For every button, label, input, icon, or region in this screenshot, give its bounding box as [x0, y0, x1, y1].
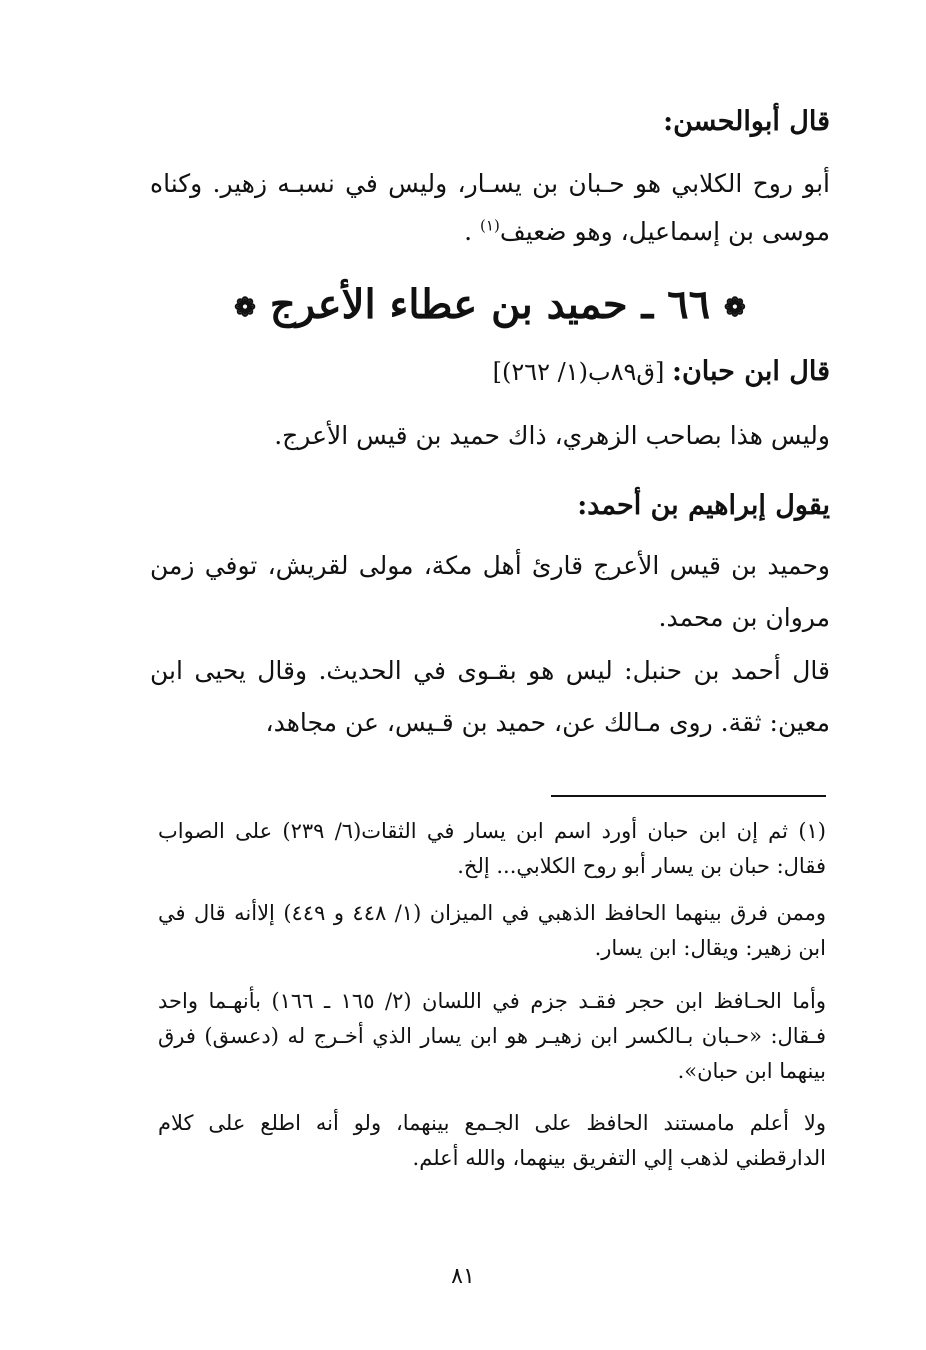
footnote-marker[interactable]: (١) — [480, 216, 500, 235]
paragraph-abu-rawh — [150, 160, 830, 256]
paragraph-ibn-hibban: وليس هذا بصاحب الزهري، ذاك حميد بن قيس الأعرج. — [274, 421, 830, 450]
footnote-1-para-4: ولا أعلم مامستند الحافظ على الجـمع بينهما، ولو أنه اطلع على كلام الدارقطني لذهب إلي التفريق بينهما، والله أعلم. — [158, 1111, 826, 1170]
footnote-separator — [551, 795, 826, 797]
paragraph-humayd-bin-qays: وحميد بن قيس الأعرج قارئ أهل مكة، مولى لقريش، توفي زمن مروان بن محمد. — [150, 551, 830, 632]
ibn-hibban-heading-text: قال ابن حبان: — [672, 356, 830, 387]
paragraph-abu-rawh-end: . — [464, 217, 481, 246]
ornament-right-icon: ❁ — [724, 293, 746, 323]
paragraph-abu-rawh-text: أبو روح الكلابي هو حـبان بن يسـار، وليس في نسبـه زهير. وكناه موسى بن إسماعيل، وهو ضعيف — [150, 169, 830, 246]
footnote-1-para-1 — [158, 814, 826, 884]
entry-title — [150, 270, 830, 340]
section-heading-abu-al-hasan: قال أبوالحسن: — [663, 106, 830, 137]
section-heading-ibrahim: يقول إبراهيم بن أحمد: — [577, 490, 830, 521]
page-number: ٨١ — [451, 1264, 475, 1289]
entry-title-text: ٦٦ ـ حميد بن عطاء الأعرج — [269, 281, 711, 328]
ornament-left-icon: ❁ — [234, 293, 256, 323]
footnote-1-para-1-text: ثم إن ابن حبان أورد اسم ابن يسار في الثقات(٦/ ٢٣٩) على الصواب فقال: حبان بن يسار أبو روح الكلابي... إلخ. — [158, 819, 826, 878]
footnote-number: (١) — [798, 819, 826, 843]
section-heading-ibn-hibban — [150, 352, 830, 392]
manuscript-reference: [ق٨٩ب(١/ ٢٦٢)] — [492, 358, 673, 386]
paragraph-ahmad-bin-hanbal: قال أحمد بن حنبل: ليس هو بقـوى في الحديث. وقال يحيى ابن معين: ثقة. روى مـالك عن، حميد بن قـيس، عن مجاهد، — [150, 656, 830, 737]
footnote-1-para-3: وأما الحـافظ ابن حجر فقـد جزم في اللسان (٢/ ١٦٥ ـ ١٦٦) بأنهـما واحد فـقال: «حـبان بـالكسر ابن زهيـر هو ابن يسار الذي أخـرج له (دعسق) فرق بينهما ابن حبان». — [158, 989, 826, 1083]
footnote-1-para-2: وممن فرق بينهما الحافظ الذهبي في الميزان (١/ ٤٤٨ و ٤٤٩) إلاأنه قال في ابن زهير: ويقال: ابن يسار. — [158, 901, 826, 960]
